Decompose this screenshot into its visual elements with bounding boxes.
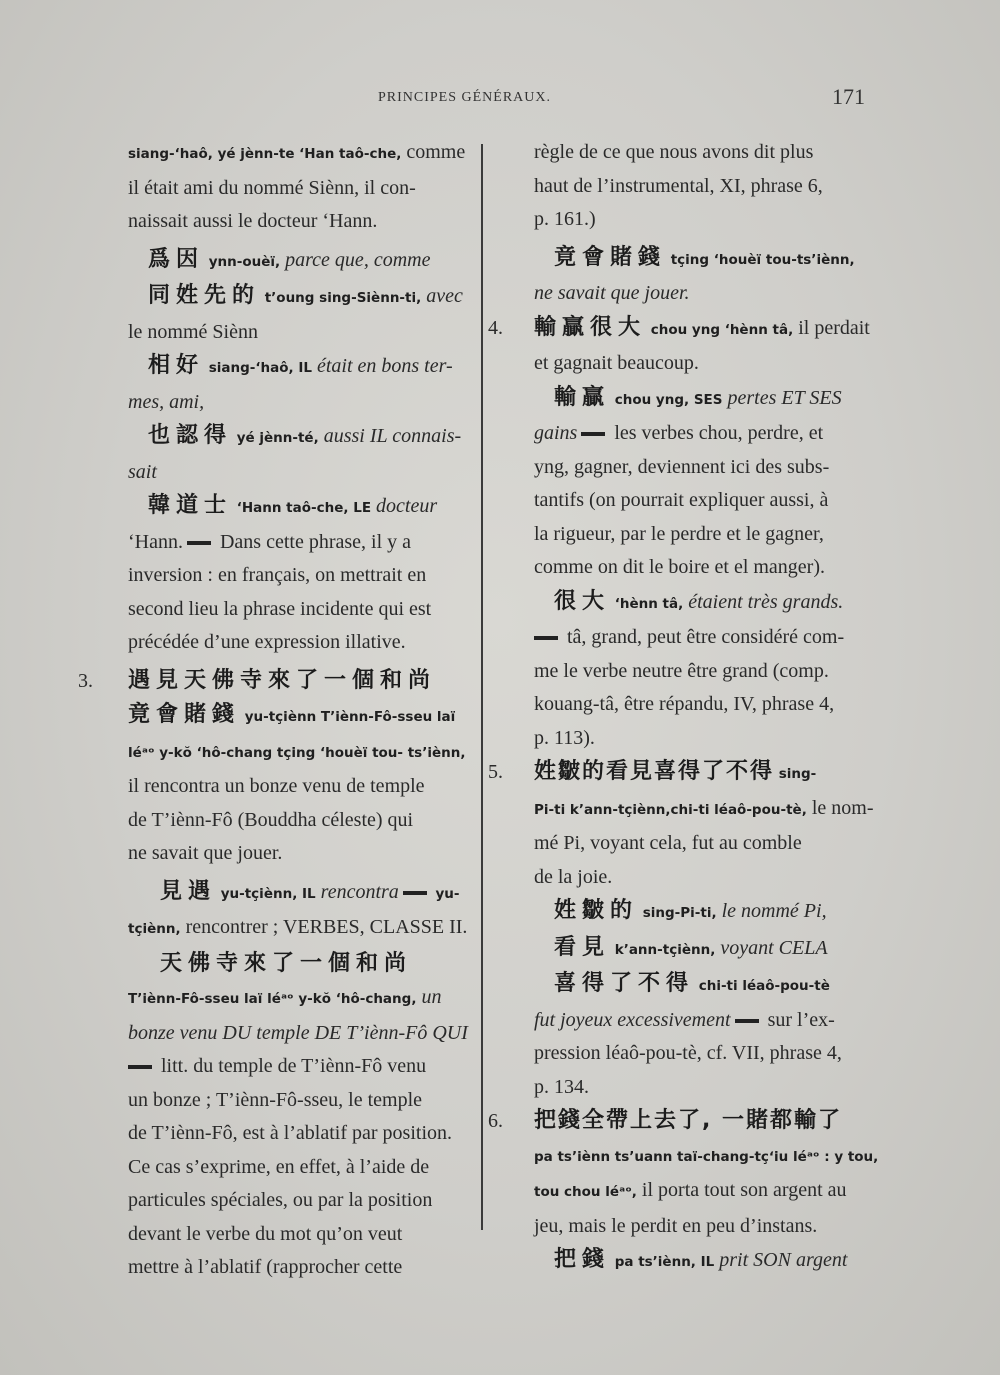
text-line: 姓皺的 sing-Pi-ti, le nommé Pi, bbox=[554, 898, 827, 923]
right-column bbox=[488, 136, 884, 1280]
text-line: 很大 ‘hènn tâ, étaient très grands. bbox=[554, 588, 844, 614]
text-line: 竟會賭錢 tçing ‘houèï tou-ts’iènn, bbox=[554, 244, 855, 270]
text-line: yng, gagner, deviennent ici des subs- bbox=[534, 455, 830, 478]
text-line: p. 134. bbox=[534, 1075, 589, 1098]
text-line: kouang-tâ, être répandu, IV, phrase 4, bbox=[534, 693, 835, 715]
text-line: 也認得 yé jènn-té, aussi IL connais- bbox=[148, 423, 462, 448]
dash-rule bbox=[735, 1019, 759, 1023]
text-line: 看見 k’ann-tçiènn, voyant CELA bbox=[554, 934, 828, 960]
column-divider bbox=[481, 144, 483, 1230]
text-line: p. 161.) bbox=[534, 208, 596, 230]
text-line: léᵃᵒ y-kŏ ‘hô-chang tçing ‘houèï tou- ts’iènn, bbox=[128, 744, 466, 761]
text-line: devant le verbe du mot qu’on veut bbox=[128, 1222, 403, 1245]
text-line: 見遇 yu-tçiènn, IL rencontra yu- bbox=[160, 878, 460, 904]
text-line: ne savait que jouer. bbox=[128, 842, 283, 864]
text-line: comme on dit le boire et el manger). bbox=[534, 556, 826, 578]
text-line: tou chou léᵃᵒ, il porta tout son argent au bbox=[534, 1179, 847, 1201]
numbered-sentence: 5. 姓皺的看見喜得了不得 sing- bbox=[488, 759, 817, 784]
text-line: un bonze ; T’iènn-Fô-sseu, le temple bbox=[128, 1088, 423, 1111]
text-line: 竟會賭錢 yu-tçiènn T’iènn-Fô-sseu laï bbox=[128, 702, 456, 727]
text-line: 喜得了不得 chi-ti léaô-pou-tè bbox=[554, 971, 830, 996]
text-line: 爲因 ynn-ouèï, parce que, comme bbox=[148, 246, 431, 272]
text-line: particules spéciales, ou par la position bbox=[128, 1189, 433, 1211]
text-line: naissait aussi le docteur ‘Hann. bbox=[128, 210, 378, 232]
text-line: gains les verbes chou, perdre, et bbox=[534, 422, 824, 444]
dash-rule bbox=[187, 541, 211, 545]
text-line: de la joie. bbox=[534, 865, 613, 888]
text-line: tçiènn, rencontrer ; VERBES, CLASSE II. bbox=[128, 916, 468, 938]
dash-rule bbox=[534, 636, 558, 640]
text-line: litt. du temple de T’iènn-Fô venu bbox=[78, 1050, 474, 1084]
numbered-sentence: 3. 遇見天佛寺來了一個和尚 bbox=[78, 667, 437, 693]
text-line: second lieu la phrase incidente qui est bbox=[128, 597, 432, 620]
text-line: pa ts’iènn ts’uann taï-chang-tçʻiu léᵃᵒ : y tou, bbox=[534, 1148, 879, 1165]
dash-rule bbox=[403, 891, 427, 895]
text-line: 相好 siang-‘haô, IL était en bons ter- bbox=[148, 353, 453, 378]
text-line: il était ami du nommé Siènn, il con- bbox=[128, 176, 416, 199]
text-line: 把錢 pa ts’iènn, IL prit SON argent bbox=[554, 1247, 848, 1272]
text-line: siang-‘haô, yé jènn-te ‘Han taô-che, comme bbox=[128, 141, 466, 163]
text-line: règle de ce que nous avons dit plus bbox=[534, 141, 814, 163]
numbered-sentence: 6. 把錢全帶上去了, 一賭都輸了 bbox=[488, 1108, 843, 1133]
text-line: 韓道士 ‘Hann taô-che, LE docteur bbox=[148, 493, 438, 518]
numbered-sentence: 4. 輸贏很大 chou yng ‘hènn tâ, il perdait bbox=[488, 314, 870, 340]
text-line: me le verbe neutre être grand (comp. bbox=[534, 659, 829, 682]
text-line: de T’iènn-Fô (Bouddha céleste) qui bbox=[128, 808, 414, 831]
text-line: fut joyeux excessivement sur l’ex- bbox=[534, 1008, 835, 1031]
text-line: haut de l’instrumental, XI, phrase 6, bbox=[534, 174, 823, 197]
text-line: 天佛寺來了一個和尚 bbox=[160, 950, 413, 976]
text-line: bonze venu DU temple DE T’iènn-Fô QUI bbox=[128, 1021, 468, 1044]
text-line: la rigueur, par le perdre et le gagner, bbox=[534, 522, 824, 545]
text-line: 輸贏 chou yng, SES pertes ET SES bbox=[554, 384, 842, 410]
running-header: PRINCIPES GÉNÉRAUX. bbox=[378, 90, 552, 105]
text-line: tâ, grand, peut être considéré com- bbox=[488, 621, 884, 655]
text-line: ne savait que jouer. bbox=[534, 282, 690, 304]
text-line: mettre à l’ablatif (rapprocher cette bbox=[128, 1256, 403, 1278]
text-line: 同姓先的 t’oung sing-Siènn-ti, avec bbox=[148, 283, 463, 308]
text-line: Ce cas s’exprime, en effet, à l’aide de bbox=[128, 1155, 430, 1178]
text-line: mé Pi, voyant cela, fut au comble bbox=[534, 832, 802, 854]
text-line: Pi-ti k’ann-tçiènn,chi-ti léaô-pou-tè, le nom- bbox=[534, 796, 874, 819]
text-line: p. 113). bbox=[534, 726, 595, 749]
text-line: inversion : en français, on mettrait en bbox=[128, 564, 427, 586]
text-line: sait bbox=[128, 460, 157, 483]
text-line: mes, ami, bbox=[128, 390, 205, 413]
text-line: précédée d’une expression illative. bbox=[128, 631, 406, 653]
text-line: de T’iènn-Fô, est à l’ablatif par position. bbox=[128, 1122, 452, 1144]
text-line: il rencontra un bonze venu de temple bbox=[128, 775, 425, 797]
dash-rule bbox=[128, 1065, 152, 1069]
text-line: tantifs (on pourrait expliquer aussi, à bbox=[534, 489, 829, 511]
dash-rule bbox=[581, 432, 605, 436]
text-line: pression léaô-pou-tè, cf. VII, phrase 4, bbox=[534, 1042, 842, 1064]
text-line: T’iènn-Fô-sseu laï léᵃᵒ y-kŏ ‘hô-chang, un bbox=[128, 986, 442, 1008]
page-number: 171 bbox=[832, 84, 865, 109]
text-line: et gagnait beaucoup. bbox=[534, 352, 699, 374]
text-line: jeu, mais le perdit en peu d’instans. bbox=[534, 1214, 818, 1237]
text-line: ‘Hann. Dans cette phrase, il y a bbox=[128, 530, 412, 553]
text-line: le nommé Siènn bbox=[128, 320, 258, 343]
left-column bbox=[78, 136, 474, 1285]
